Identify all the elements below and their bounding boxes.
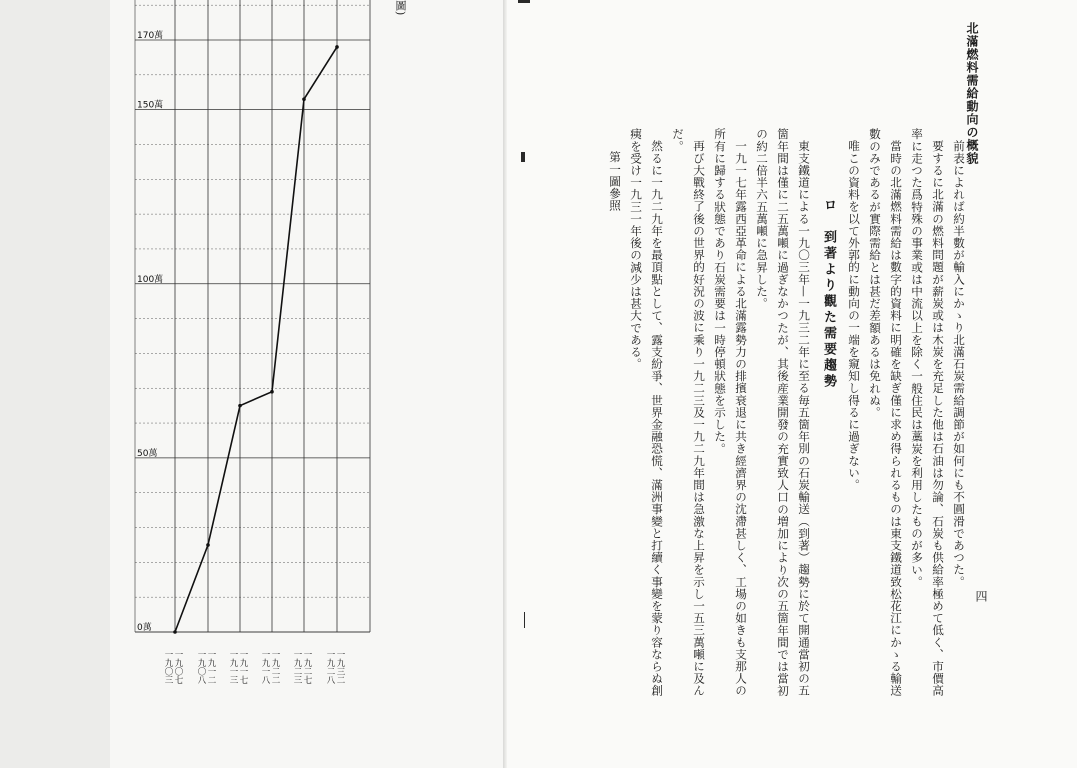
- paragraph: 再び大戰終了後の世界的好況の波に乘り一九二三及一九二九年間は急激な上昇を示し一五三萬噸に及んだ。: [671, 128, 706, 697]
- paragraph: 要するに北滿の燃料問題が薪炭或は木炭を充足した他は石油は勿論、石炭も供給率極めて低く、市價高率に走つた爲特殊の事業或は中流以上を除く一般住民は藁炭を利用したものが多い。: [910, 128, 945, 697]
- paragraph: 一九一七年露西亞革命による北滿露勢力の排擯衰退に共き經濟界の沈滯甚しく、工場の如きも支那人の所有に歸する狀態であり石炭需要は一時停頓狀態を示した。: [713, 128, 748, 697]
- data-point: [173, 630, 177, 634]
- data-point: [270, 390, 274, 394]
- figure-reference-label: 圖): [394, 0, 407, 16]
- x-tick-label: 一九三二: [335, 650, 345, 684]
- x-tick-label: 一九一三: [228, 650, 238, 684]
- x-tick-label: 一九二八: [325, 650, 335, 684]
- figure-caption: 第一圖參照: [608, 151, 622, 212]
- data-point: [302, 97, 306, 101]
- ink-mark: [521, 152, 525, 162]
- y-tick-label: 50萬: [137, 448, 158, 459]
- x-tick-label: 一九〇八: [196, 650, 206, 684]
- body-text: [604, 128, 969, 708]
- y-tick-label: 170萬: [137, 31, 164, 41]
- ink-mark: [518, 0, 530, 3]
- section-heading: ロ 到著より觀た需要趨勢: [821, 198, 836, 390]
- page-number: 四: [974, 590, 988, 602]
- x-tick-label: 一九一二: [206, 650, 216, 684]
- paragraph: 唯この資料を以て外郭的に動向の一端を窺知し得るに過ぎない。: [847, 139, 861, 491]
- x-tick-label: 一九二七: [302, 650, 312, 684]
- ink-mark: [524, 612, 525, 628]
- x-tick-label: 一九〇七: [173, 650, 183, 684]
- paragraph: 前表によれば約半數が輸入にかゝり北滿石炭需給調節が如何にも不圓滑であつた。: [952, 139, 966, 588]
- x-tick-label: 一九一七: [238, 650, 248, 684]
- paragraph: 東支鐵道による一九〇三年—一九三二年に至る毎五箇年別の石炭輸送（到著）趨勢に於て開通當初の五箇年間は僅に二五萬噸に過ぎなかつたが、其後産業開發の充實致人口の増加により次の五箇年間では當初の約二倍半六五萬噸に急昇した。: [755, 128, 811, 697]
- x-tick-label: 一九一八: [260, 650, 270, 684]
- x-tick-label: 一九〇三: [163, 650, 173, 684]
- paragraph: 當時の北滿燃料需給は數字的資料に明確を缺ぎ僅に求め得られるものは東支鐵道致松花江にかゝる輸送數のみであるが實際需給とは甚だ差額あるは免れぬ。: [868, 128, 903, 697]
- running-header: 北滿燃料需給動向の概貌: [965, 22, 979, 165]
- paragraph: 然るに一九二九年を最頂點として、露支紛爭、世界金融恐慌、滿洲事變と打續く事變を蒙り容ならぬ創痍を受け一九三一年後の減少は甚大である。: [629, 128, 664, 697]
- x-tick-label: 一九二二: [270, 650, 280, 684]
- data-point: [206, 543, 210, 547]
- y-tick-label: 0萬: [137, 623, 152, 633]
- y-tick-label: 150萬: [137, 100, 164, 111]
- x-tick-label: 一九二三: [292, 650, 302, 684]
- data-point: [238, 404, 242, 408]
- y-tick-label: 100萬: [137, 274, 164, 285]
- series-line: [175, 47, 337, 632]
- data-point: [335, 45, 339, 49]
